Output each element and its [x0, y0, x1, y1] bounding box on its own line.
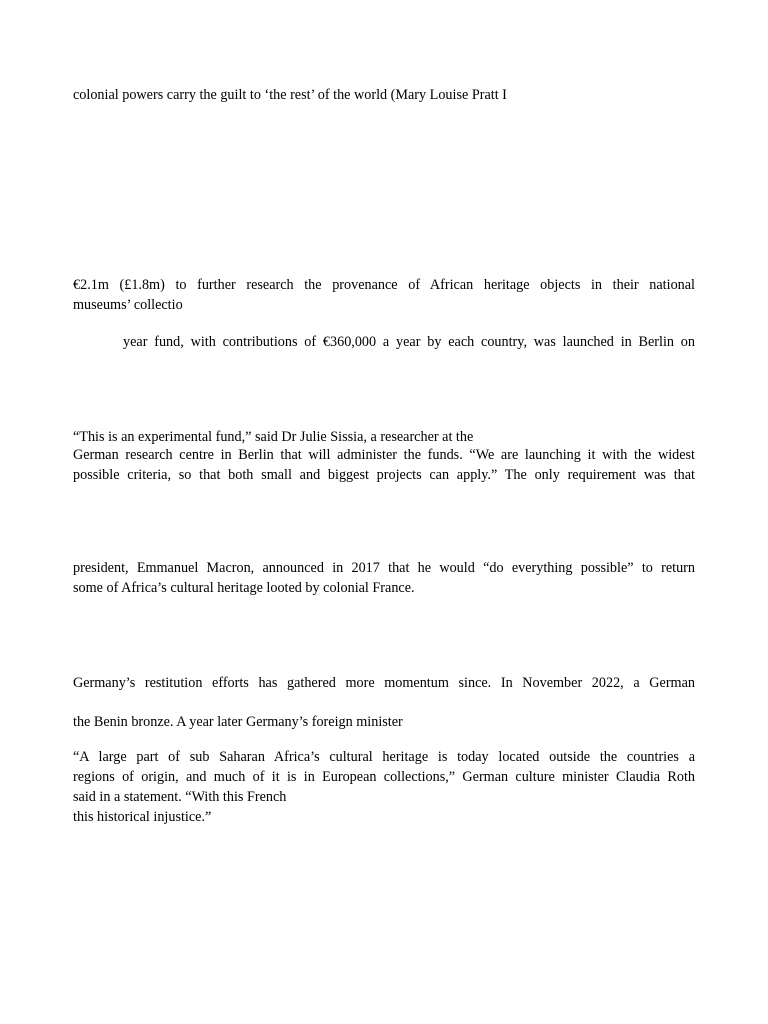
- paragraph-experimental-fund-line-2: German research centre in Berlin that will administer the funds. “We are launching it with the widest: [73, 447, 695, 463]
- paragraph-experimental-fund: [73, 427, 695, 485]
- paragraph-fund-amount-line-1: €2.1m (£1.8m) to further research the provenance of African heritage objects in their national: [73, 277, 695, 293]
- paragraph-fund-amount-line-2: museums’ collectio: [73, 297, 183, 313]
- paragraph-experimental-fund-line-3: possible criteria, so that both small and biggest projects can apply.” The only requirement was that: [73, 467, 695, 483]
- paragraph-year-fund: year fund, with contributions of €360,000 a year by each country, was launched in Berlin on: [123, 334, 695, 350]
- paragraph-macron: [73, 558, 695, 598]
- paragraph-experimental-fund-line-1: “This is an experimental fund,” said Dr Julie Sissia, a researcher at the: [73, 429, 474, 445]
- paragraph-germany-restitution: Germany’s restitution efforts has gathered more momentum since. In November 2022, a German: [73, 675, 695, 691]
- paragraph-culture-minister-line-1: “A large part of sub Saharan Africa’s cultural heritage is today located outside the countries a: [73, 749, 695, 765]
- paragraph-culture-minister-line-4: this historical injustice.”: [73, 809, 212, 825]
- paragraph-colonial-powers: colonial powers carry the guilt to ‘the rest’ of the world (Mary Louise Pratt I: [73, 87, 507, 103]
- paragraph-fund-amount: [73, 275, 695, 315]
- paragraph-macron-line-2: some of Africa’s cultural heritage looted by colonial France.: [73, 580, 415, 596]
- paragraph-macron-line-1: president, Emmanuel Macron, announced in 2017 that he would “do everything possible” to return: [73, 560, 695, 576]
- paragraph-culture-minister: [73, 747, 695, 827]
- paragraph-benin-bronze: the Benin bronze. A year later Germany’s foreign minister: [73, 714, 403, 730]
- paragraph-culture-minister-line-2: regions of origin, and much of it is in European collections,” German culture minister Claudia Roth: [73, 769, 695, 785]
- paragraph-culture-minister-line-3: said in a statement. “With this French: [73, 789, 287, 805]
